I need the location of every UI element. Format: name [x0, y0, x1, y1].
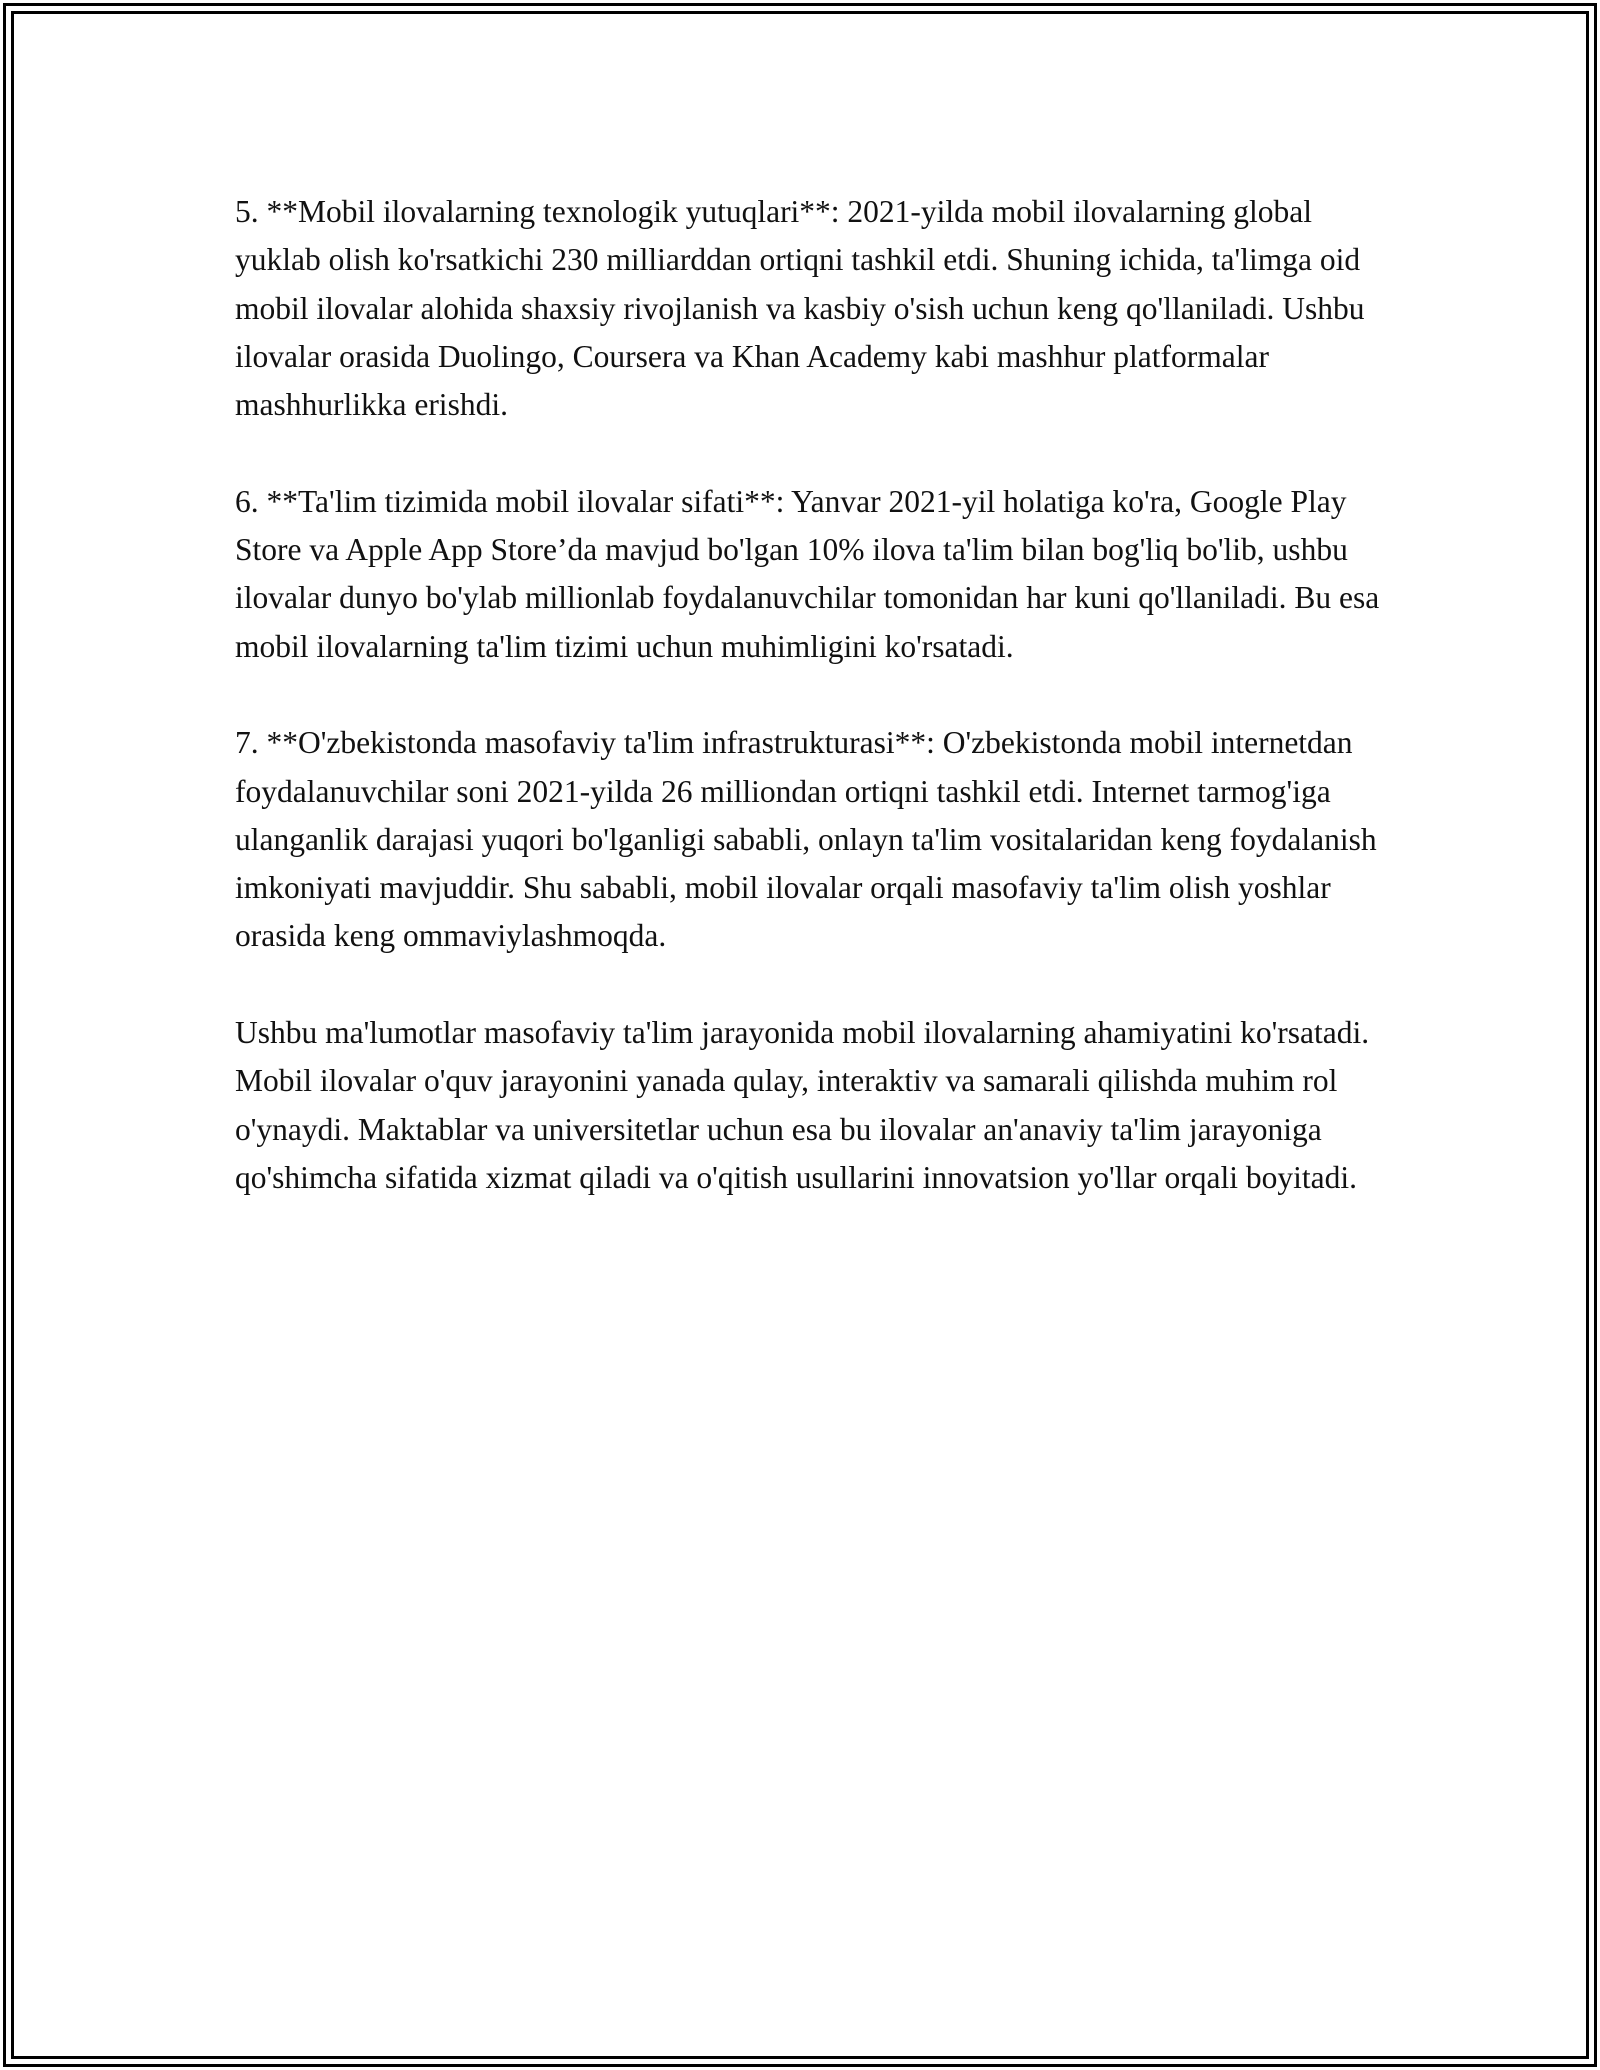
document-body	[235, 188, 1385, 1251]
paragraph-item-7: 7. **O'zbekistonda masofaviy ta'lim infrastrukturasi**: O'zbekistonda mobil internetdan foydalanuvchilar soni 2021-yilda 26 milliondan ortiqni tashkil etdi. Internet tarmog'iga ulanganlik darajasi yuqori bo'lganligi sababli, onlayn ta'lim vositalaridan keng foydalanish imkoniyati mavjuddir. Shu sababli, mobil ilovalar orqali masofaviy ta'lim olish yoshlar orasida keng ommaviylashmoqda.	[235, 725, 1377, 954]
paragraph-item-5: 5. **Mobil ilovalarning texnologik yutuqlari**: 2021-yilda mobil ilovalarning global yuklab olish ko'rsatkichi 230 milliarddan ortiqni tashkil etdi. Shuning ichida, ta'limga oid mobil ilovalar alohida shaxsiy rivojlanish va kasbiy o'sish uchun keng qo'llaniladi. Ushbu ilovalar orasida Duolingo, Coursera va Khan Academy kabi mashhur platformalar mashhurlikka erishdi.	[235, 194, 1365, 423]
paragraph-conclusion: Ushbu ma'lumotlar masofaviy ta'lim jarayonida mobil ilovalarning ahamiyatini ko'rsatadi. Mobil ilovalar o'quv jarayonini yanada qulay, interaktiv va samarali qilishda muhim rol o'ynaydi. Maktablar va universitetlar uchun esa bu ilovalar an'anaviy ta'lim jarayoniga qo'shimcha sifatida xizmat qiladi va o'qitish usullarini innovatsion yo'llar orqali boyitadi.	[235, 1015, 1370, 1195]
paragraph-item-6: 6. **Ta'lim tizimida mobil ilovalar sifati**: Yanvar 2021-yil holatiga ko'ra, Google Play Store va Apple App Store’da mavjud bo'lgan 10% ilova ta'lim bilan bog'liq bo'lib, ushbu ilovalar dunyo bo'ylab millionlab foydalanuvchilar tomonidan har kuni qo'llaniladi. Bu esa mobil ilovalarning ta'lim tizimi uchun muhimligini ko'rsatadi.	[235, 483, 1380, 664]
